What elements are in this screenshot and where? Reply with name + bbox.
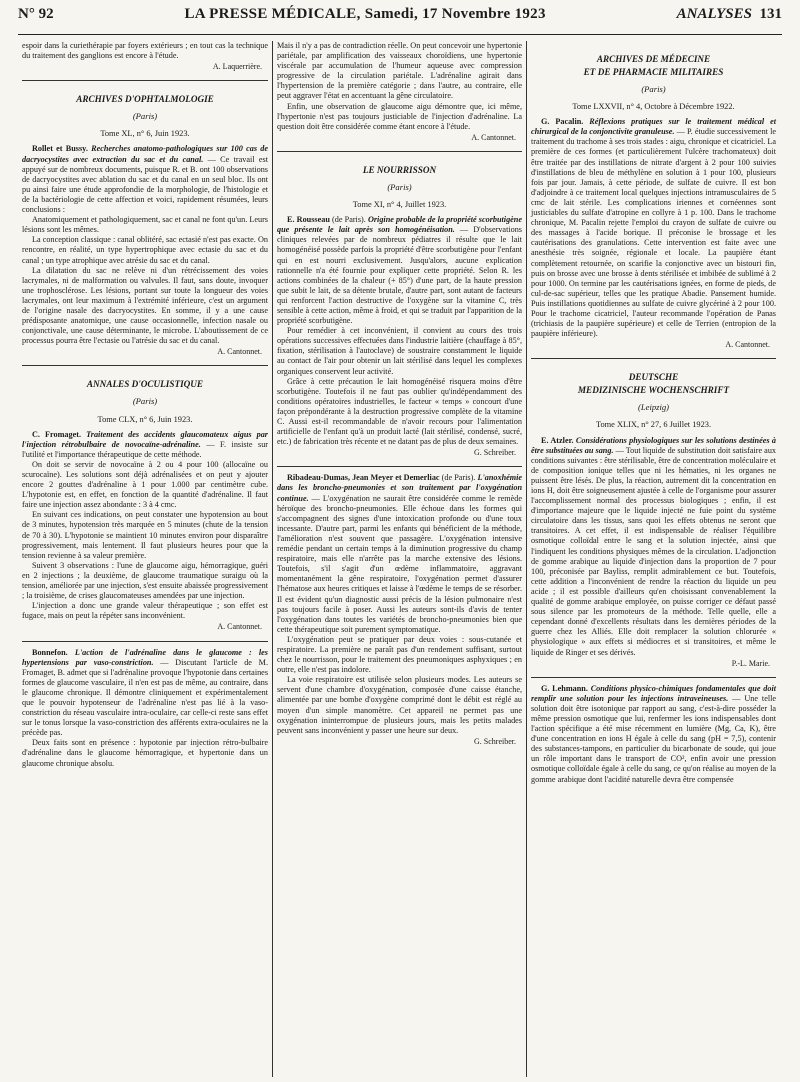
section-label xyxy=(677,6,782,23)
column-2 xyxy=(272,41,526,1077)
signature: G. Schreiber. xyxy=(474,448,516,458)
article-paragraph: La voie respiratoire est utilisée selon plusieurs modes. Les auteurs se servent d'une chambre d'oxygénation, composée d'une caisse étanche, alimentée par une bombe d'oxygène comprimé dont le débit est réglé au moyen d'un simple manomètre. Cet appareil ne permet pas une oxygénation ininterrompue de plusieurs jours, mais les petits malades peuvent sans inconvénient y passer une heure sur deux. xyxy=(277,675,522,735)
article-text: — Discutant l'article de M. Fromaget, B. admet que si l'adrénaline provoque l'hypotonie dans certaines formes de glaucome vasculaire, il n'en est pas de même, au contraire, dans le glaucome chronique. Il démontre cliniquement et expérimentalement que le pouvoir hypotenseur de l'adrénaline n'est pas lié à la vaso-constriction du réseau vasculaire intra-oculaire, car celle-ci reste sans effet sur le tonus lorsque la vaso-constriction des afférents extra-oculaires ne la précède pas. xyxy=(22,657,269,738)
article-paragraph: Anatomiquement et pathologiquement, sac et canal ne font qu'un. Leurs lésions sont les mêmes. xyxy=(22,215,268,235)
article-title: Traitement des accidents glaucomateux aigus par l'injection rétrobulbaire de novocaïne-adrénaline. xyxy=(22,429,268,449)
separator xyxy=(22,365,268,366)
article-paragraph: La conception classique : canal oblitéré, sac ectasié n'est pas exacte. On rencontre, en réalité, un type hypertrophique avec ectasie du sac et du canal ; un type atrophique avec atrésie du sac et du canal. xyxy=(22,235,268,265)
article-authors: E. Rousseau xyxy=(287,215,330,225)
article-text: — Tout liquide de substitution doit satisfaire aux conditions suivantes : être stérilisable, être de concentration moléculaire et de composition ionique telles que ni les hématies, ni les organes ne puissent être lésés. De plus, la réaction, autrement dit la concentration en ions H, doit être soigneusement ajustée à celle de l'organisme pour assurer l'accomplissement normal des processus biologiques ; enfin, il est d'importance majeure que le liquide injecté ne fuie point du système circulatoire dans les tissus, sans quoi les effets obtenus ne seront que transitoires. A cet effet, il est indispensable de réaliser l'équilibre osmotique colloïdal entre le sang et la solution injectée, ainsi que l'indiquent les conditions physiques mêmes de la circulation. L'adjonction de gomme arabique au liquide d'injection dans la proportion de 7 pour 100, préconisée par Bayliss, remplit admirablement ce but. Toutefois, cette addition a l'inconvénient de rendre la réaction du liquide un peu acide ; il est possible d'ailleurs qu'en choisissant convenablement la qualité de gomme arabique employée, on puisse corriger ce défaut passé sous silence par les promoteurs de la méthode. Telle quelle, elle a cependant donné d'excellents résultats dans les dernières périodes de la guerre chez les Alliés. Elle doit remplacer la solution chlorurée « physiologique » aux effets si médiocres et si transitoires, et même le liquide de Ringer et ses dérivés. xyxy=(531,445,777,657)
article-authors: Ribadeau-Dumas, Jean Meyer et Demerliac xyxy=(287,473,440,483)
section-heading-line: ET DE PHARMACIE MILITAIRES xyxy=(583,67,724,77)
separator xyxy=(22,641,268,642)
section-heading: ARCHIVES D'OPHTALMOLOGIE xyxy=(76,94,214,105)
article-lead xyxy=(531,117,776,339)
section-city: (Paris) xyxy=(387,181,412,192)
section-heading: LE NOURRISSON xyxy=(362,164,437,175)
article-lead xyxy=(22,430,268,460)
section-heading: ANNALES D'OCULISTIQUE xyxy=(86,379,204,390)
article-paragraph: Suivent 3 observations : l'une de glaucome aigu, hémorragique, guéri en 2 injections ; la deuxième, de glaucome traumatique suraigu où la tension, améliorée par une injection, s'est ensuite abaissée progressivement ; la troisième, de crises glaucomateuses amendées par une injection. xyxy=(22,560,268,601)
article-lead xyxy=(22,648,268,739)
article-authors: G. Pacalin. xyxy=(541,117,584,127)
issue-number: N° 92 xyxy=(18,6,54,22)
article-paragraph: Pour remédier à cet inconvénient, il convient au cours des trois opérations successives effectuées dans l'industrie laitière (chauffage à 85°, fixation, stérilisation à l'autoclave) de soustraire constamment le liquide au contact de l'air pour obtenir un lait stérilisé dans lequel les complexes organiques conservent leur activité. xyxy=(277,326,522,376)
article-text: — F. insiste sur l'utilité et l'importance thérapeutique de cette méthode. xyxy=(22,439,269,459)
article-title: Considérations physiologiques sur les solutions destinées à être substituées au sang. xyxy=(531,435,776,455)
page-header xyxy=(18,6,782,35)
article-authors: G. Lehmann. xyxy=(541,683,588,693)
article-text: — Ce travail est appuyé sur de nombreux documents, puisque R. et B. ont 100 observations de dacryocystites avec ablation du sac et du canal en un seul bloc. Ils ont pu ainsi faire une étude approfondie de la morphologie, de l'histologie et de la bactériologie de cette affection et voici, rapidement résumées, leurs conclusions : xyxy=(22,154,268,215)
article-lead xyxy=(277,215,522,326)
article-paragraph: Mais il n'y a pas de contradiction réelle. On peut concevoir une hypertonie pariétale, par amplification des vaisseaux choroïdiens, une hypertonie viscérale par accumulation de l'humeur aqueuse avec compression progressive de la circulation pariétale. L'adrénaline agirait dans l'hypertension de la première catégorie ; dans l'autre, au contraire, elle peut aggraver l'état en accentuant la gêne circulatoire. xyxy=(277,41,522,101)
signature: A. Cantonnet. xyxy=(471,132,516,142)
section-volume: Tome XLIX, n° 27, 6 Juillet 1923. xyxy=(595,420,712,430)
section-heading-line: DEUTSCHE xyxy=(628,372,679,383)
signature: A. Laquerrière. xyxy=(212,62,262,72)
section-volume: Tome CLX, n° 6, Juin 1923. xyxy=(97,414,193,424)
article-lead xyxy=(531,436,776,658)
article-lead xyxy=(531,684,776,785)
article-paragraph: L'oxygénation peut se pratiquer par deux voies : sous-cutanée et respiratoire. La première ne paraît pas d'un rendement suffisant, surtout chez le nourrisson, pour le traitement des pneumoniques asphyxiques ; en outre, elle n'est pas indolore. xyxy=(277,634,522,675)
separator xyxy=(531,677,776,678)
signature: P.-L. Marie. xyxy=(731,658,770,668)
section-heading xyxy=(531,371,776,397)
article-paragraph: En suivant ces indications, on peut constater une hypotension au bout de 3 minutes, hypotension très marquée en 5 minutes (chute de la tension de 70 à 30). L'hypotonie se maintient 10 minutes environ pour disparaître progressivement, mais lentement. Il faut plusieurs heures pour que la tension revienne à sa valeur première. xyxy=(22,510,268,560)
article-title: Origine probable de la propriété scorbutigène que présente le lait après son homogénéisation. xyxy=(277,215,522,235)
intro-text: espoir dans la curiethérapie par foyers extérieurs ; en tout cas la technique du traitement des ganglions est encore à l'étude. xyxy=(22,41,268,61)
article-title: Réflexions pratiques sur le traitement médical et chirurgical de la conjonctivite granuleuse. xyxy=(531,117,777,137)
article-paragraph: La dilatation du sac ne relève ni d'un rétrécissement des voies lacrymales, ni de malformation ou valvules. Il faut, sans doute, invoquer une trophosclérose. Les lésions, portant sur toute la longueur des voies lacrymales, ont leur maximum à l'extrémité inférieure, c'est un argument de l'origine nasale des dacryocystites. En somme, il y a une cause prédisposante anatomique, une cause occasionnelle, infection nasale ou conjonctivale, une cause déterminante, le microbe. L'aboutissement de ce processus pourra être l'ectasie ou l'atrésie du sac et du canal. xyxy=(22,265,268,346)
article-title: Conditions physico-chimiques fondamentales que doit remplir une solution pour les injections intraveineuses. xyxy=(531,683,776,703)
article-title: L'action de l'adrénaline dans le glaucome : les hypertensions par vaso-constriction. xyxy=(22,647,268,667)
column-1 xyxy=(18,41,272,1077)
article-authors: C. Fromaget. xyxy=(32,429,82,439)
article-paragraph: On doit se servir de novocaïne à 2 ou 4 pour 100 (allocaïne ou scurocaïne). Les solutions sont déjà adrénalisées et on peut y ajouter encore 2 gouttes d'adrénaline à 1 pour 1.000 par centimètre cube. L'hypotonie est, en effet, en fonction de la quantité d'adrénaline. Il faut faire une injection assez abondante : 3 à 4 cmc. xyxy=(22,459,268,510)
article-authors: Rollet et Bussy. xyxy=(32,144,88,154)
article-text: — L'oxygénation ne saurait être considérée comme le remède héroïque des broncho-pneumonies. Elle échoue dans les formes qui s'accompagnent des signes d'une intoxication profonde ou d'une toux incessante. D'autre part, parmi les enfants qui bénéficient de la méthode, l'amélioration n'est souvent que passagère. L'oxygénation intensive remédie pendant un certain temps à la diminution progressive du champ respiratoire, mais elle n'arrête pas la marche extensive des lésions. Toutefois, s'il s'agit d'un œdème inflammatoire, aggravant momentanément la gêne respiratoire, l'oxygénation permet d'assurer l'hématose aux heures critiques et laisse à l'œdème le temps de se résorber. Il est évident qu'un diagnostic aussi précis de la lésion pulmonaire n'est pas toujours facile à poser. Aussi les auteurs sont-ils d'avis de tenter l'oxygénation dans toutes les variétés de broncho-pneumonies bien que cette thérapeutique soit purement symptomatique. xyxy=(277,493,523,634)
column-3 xyxy=(526,41,780,1077)
article-lead xyxy=(277,473,522,635)
separator xyxy=(531,358,776,359)
columns xyxy=(18,41,782,1077)
separator xyxy=(277,466,522,467)
signature: A. Cantonnet. xyxy=(217,622,262,632)
article-affiliation: (de Paris). xyxy=(441,473,476,483)
signature: A. Cantonnet. xyxy=(725,340,770,350)
article-affiliation: (de Paris). xyxy=(332,215,366,225)
article-title: Recherches anatomo-pathologiques sur 100 cas de dacryocystites avec extraction du sac et du canal. xyxy=(22,144,269,164)
article-paragraph: L'injection a donc une grande valeur thérapeutique ; son effet est fugace, mais on peut la répéter sans inconvénient. xyxy=(22,601,268,621)
article-text: — P. étudie successivement le traitement du trachome à ses trois stades : aigu, chronique et cicatriciel. La première de ces formes (et particulièrement l'ulcère trachomateux) doit être traitée par des instillations de nitrate d'argent à 2 pour 100 suivies d'instillations de bleu de méthylène en solution à 1 pour 100, plusieurs fois par jour. Jamais, à cette période, de sulfate de cuivre. Il est bon d'adjoindre à ce traitement local quelques injections intramusculaires de 5 cmc de lait stérile. Les complications iriennes et cornéennes sont justiciables du sulfate d'atropine en collyre à 1 p. 100. Dans le trachome chronique, M. Pacalin rejette l'emploi du crayon de sulfate de cuivre ou des massages à l'acide borique. Il préconise le brossage et les cautérisations des granulations. Cette intervention est faite avec une anesthésie très soignée, régionale et locale. La paupière étant complètement retournée, on scarifie la conjonctive avec un bistouri fin, puis on brosse avec une brosse à dents stérilisée et imbibée de sublimé à 2 pour 1000. On termine par les cautérisations ignées, en forme de pieds, de cul-de-sac supérieur, telles que les pratique Abadie. Pansement humide. Puis instillations quotidiennes au sulfate de cuivre glycériné à 2 pour 100. Pour le trachome cicatriciel, l'auteur recommande l'opération de Panas (trichiasis de la paupière supérieure) et celle de Terrien (entropion de la paupière inférieure). xyxy=(531,127,776,339)
section-heading xyxy=(531,53,776,79)
signature: G. Schreiber. xyxy=(474,736,516,746)
section-heading-line: ARCHIVES DE MÉDECINE xyxy=(596,54,711,64)
signature: A. Cantonnet. xyxy=(217,347,262,357)
section-name: ANALYSES xyxy=(676,6,752,22)
article-text: — Une telle solution doit être isotonique par rapport au sang, c'est-à-dire posséder la même pression osmotique que lui, renfermer les ions indispensables dont l'action spécifique a été mise récemment en lumière (Mg, Ca, K), être d'une concentration en ions H égale à celle du sang (pH = 7,5), contenir des substances-tampons, en particulier du bicarbonate de soude, qui joue un rôle important dans le transport de CO², enfin avoir une pression osmotique colloïdale égale à celle du sang, ce qu'on réalise au moyen de la gomme arabique dont l'acidité naturelle devra être compensée xyxy=(531,693,777,784)
article-paragraph: Deux faits sont en présence : hypotonie par injection rétro-bulbaire d'adrénaline dans le glaucome hémorragique, et hypertonie dans un glaucome chronique absolu. xyxy=(22,738,268,768)
section-city: (Paris) xyxy=(641,84,666,94)
article-text: — D'observations cliniques relevées par de nombreux pédiatres il résulte que le lait homogénéisé possède parfois la propriété d'être scorbutigène pour l'enfant qui en est nourri exclusivement. Jusqu'alors, aucune explication rationnelle n'a été fournie pour expliquer cette propriété. Selon R. les actions combinées de la chaleur (+ 85°) d'une part, de la haute pression que subit le lait, de sa détente brutale, d'autre part, sont autant de facteurs qui renforcent l'action destructive de l'oxygène sur la vitamine C, très sensible à cette action, même à froid, et qui se traduit par l'apparition de la propriété scorbutigène. xyxy=(277,225,522,326)
section-heading-line: MEDIZINISCHE WOCHENSCHRIFT xyxy=(577,385,730,396)
section-volume: Tome XL, n° 6, Juin 1923. xyxy=(100,129,190,139)
section-volume: Tome XI, n° 4, Juillet 1923. xyxy=(352,200,447,210)
section-city: (Paris) xyxy=(132,111,158,122)
separator xyxy=(22,80,268,81)
article-paragraph: Grâce à cette précaution le lait homogénéisé risquera moins d'être scorbutigène. Toutefois il ne faut pas oublier qu'indépendamment des conditions opératoires industrielles, le facteur « temps » concourt d'une façon prépondérante à la destruction progressive complète de la vitamine C. Aussi est-il recommandable de n'avoir recours pour l'alimentation artificielle de l'enfant qu'à un produit lacté (lait stérilisé, condensé, sucré, etc.) de fabrication très récente et ne datant pas de plus de deux semaines. xyxy=(277,376,522,447)
section-city: (Leipzig) xyxy=(637,402,670,413)
page-number: 131 xyxy=(759,6,782,22)
article-authors: Bonnefon. xyxy=(32,647,68,657)
separator xyxy=(277,151,522,152)
section-volume: Tome LXXVII, n° 4, Octobre à Décembre 1922. xyxy=(572,102,735,112)
article-lead xyxy=(22,144,268,215)
article-title: L'anoxhémie dans les broncho-pneumonies et son traitement par l'oxygénation continue. xyxy=(277,473,523,503)
article-paragraph: Enfin, une observation de glaucome aigu démontre que, ici même, l'hypertonie n'est pas toujours justiciable de l'injection d'adrénaline. La question doit être considérée comme étant encore à l'étude. xyxy=(277,101,522,131)
journal-title: LA PRESSE MÉDICALE, Samedi, 17 Novembre 1923 xyxy=(184,6,546,22)
section-city: (Paris) xyxy=(132,396,158,407)
article-authors: E. Atzler. xyxy=(541,435,574,445)
